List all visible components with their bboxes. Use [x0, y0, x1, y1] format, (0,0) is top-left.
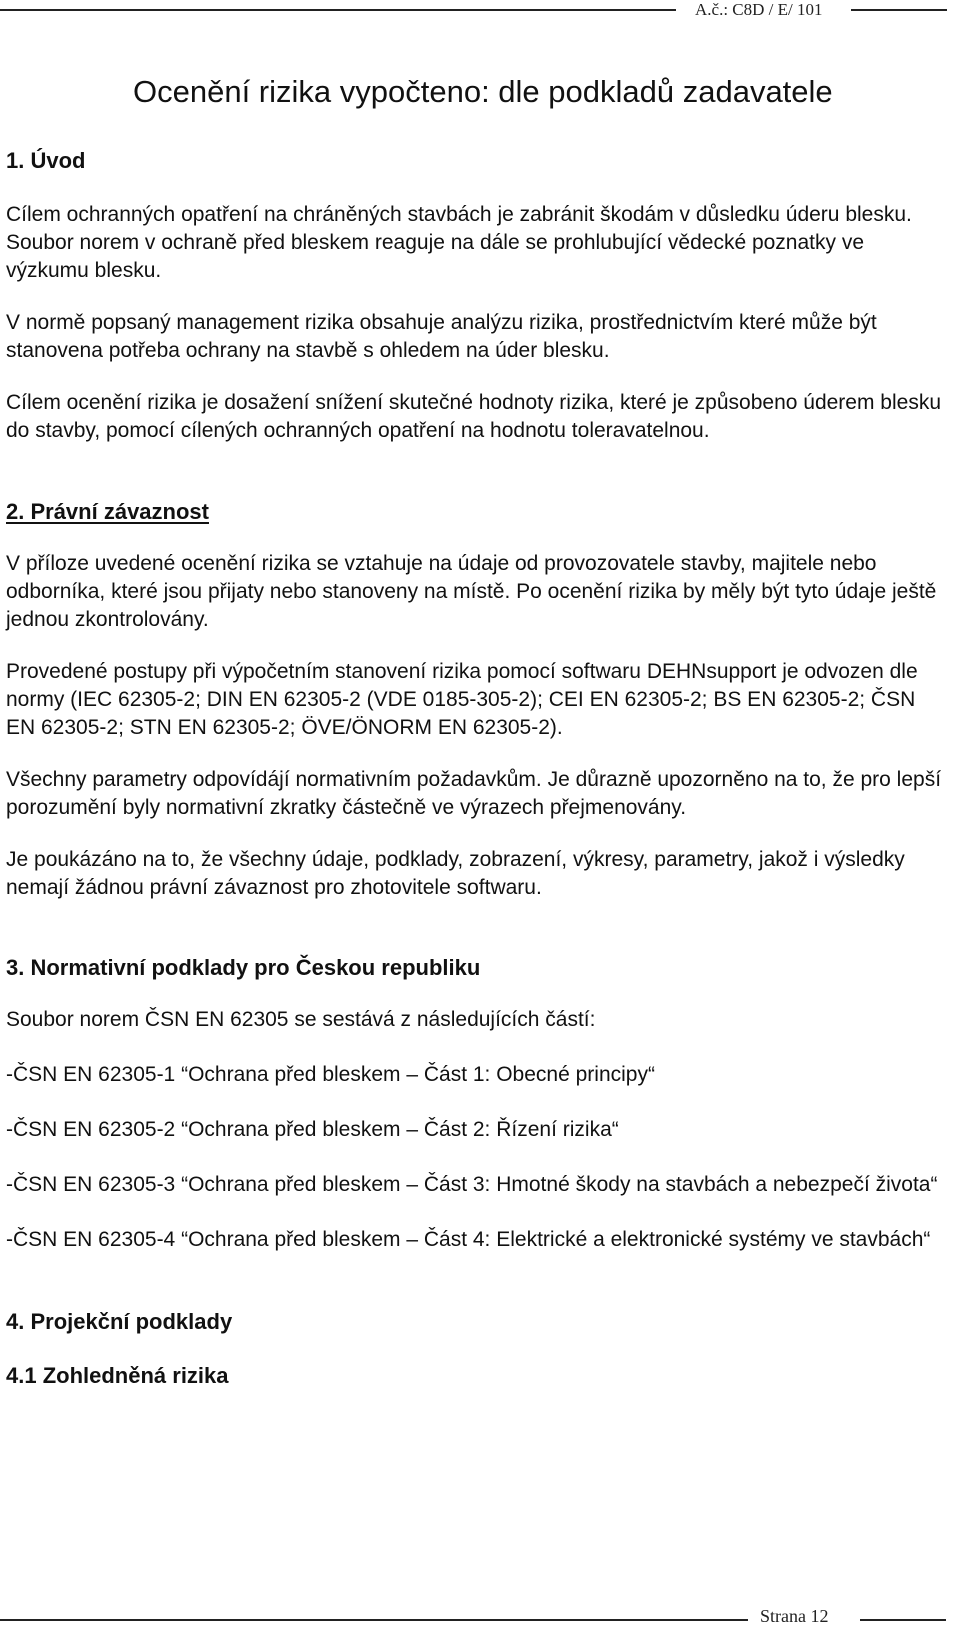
section-4-heading: 4. Projekční podklady	[6, 1309, 233, 1334]
section-2-paragraph-3: Všechny parametry odpovídájí normativním požadavkům. Je důrazně upozorněno na to, že pro lepší porozumění byly normativní zkratky částečně ve výrazech přejmenovány.	[6, 768, 942, 819]
page-number: Strana 12	[760, 1606, 829, 1626]
document-title: Ocenění rizika vypočteno: dle podkladů zadavatele	[133, 74, 833, 109]
section-2-heading: 2. Právní závaznost	[6, 499, 209, 524]
section-2-paragraph-4: Je poukázáno na to, že všechny údaje, podklady, zobrazení, výkresy, parametry, jakož i výsledky nemají žádnou právní závaznost pro zhotovitele softwaru.	[6, 848, 905, 899]
section-2-paragraph-1: V příloze uvedené ocenění rizika se vztahuje na údaje od provozovatele stavby, majitele nebo odborníka, které jsou přijaty nebo stanoveny na místě. Po ocenění rizika by měly být tyto údaje ještě jednou zkontrolovány.	[6, 552, 937, 631]
standard-list-item: -ČSN EN 62305-2 “Ochrana před bleskem – Část 2: Řízení rizika“	[6, 1118, 619, 1141]
section-1-paragraph-2: V normě popsaný management rizika obsahuje analýzu rizika, prostřednictvím které může být stanovena potřeba ochrany na stavbě s ohledem na úder blesku.	[6, 311, 877, 362]
standard-list-item: -ČSN EN 62305-1 “Ochrana před bleskem – Část 1: Obecné principy“	[6, 1063, 655, 1086]
document-reference: A.č.: C8D / E/ 101	[695, 0, 823, 19]
section-3-heading: 3. Normativní podklady pro Českou republiku	[6, 955, 481, 980]
section-1-paragraph-1: Cílem ochranných opatření na chráněných stavbách je zabránit škodám v důsledku úderu blesku. Soubor norem v ochraně před bleskem reaguje na dále se prohlubující vědecké poznatky ve výzkumu blesku.	[6, 203, 912, 282]
section-2-paragraph-2: Provedené postupy při výpočetním stanovení rizika pomocí softwaru DEHNsupport je odvozen dle normy (IEC 62305-2; DIN EN 62305-2 (VDE 0185-305-2); CEI EN 62305-2; BS EN 62305-2; ČSN EN 62305-2; STN EN 62305-2; ÖVE/ÖNORM EN 62305-2).	[6, 660, 918, 739]
standard-list-item: -ČSN EN 62305-4 “Ochrana před bleskem – Část 4: Elektrické a elektronické systémy ve stavbách“	[6, 1228, 931, 1251]
footer-rule-left	[0, 1619, 748, 1621]
section-4-1-heading: 4.1 Zohledněná rizika	[6, 1363, 229, 1388]
section-3-intro: Soubor norem ČSN EN 62305 se sestává z následujících částí:	[6, 1008, 596, 1031]
footer-rule-right	[860, 1619, 946, 1621]
standard-list-item: -ČSN EN 62305-3 “Ochrana před bleskem – Část 3: Hmotné škody na stavbách a nebezpečí života“	[6, 1173, 938, 1196]
header-rule-left	[0, 9, 676, 11]
header-rule-right	[851, 9, 947, 11]
document-body	[6, 145, 946, 1392]
section-1-paragraph-3: Cílem ocenění rizika je dosažení snížení skutečné hodnoty rizika, které je způsobeno úderem blesku do stavby, pomocí cílených ochranných opatření na hodnotu toleravatelnou.	[6, 391, 942, 442]
section-1-heading: 1. Úvod	[6, 148, 86, 173]
